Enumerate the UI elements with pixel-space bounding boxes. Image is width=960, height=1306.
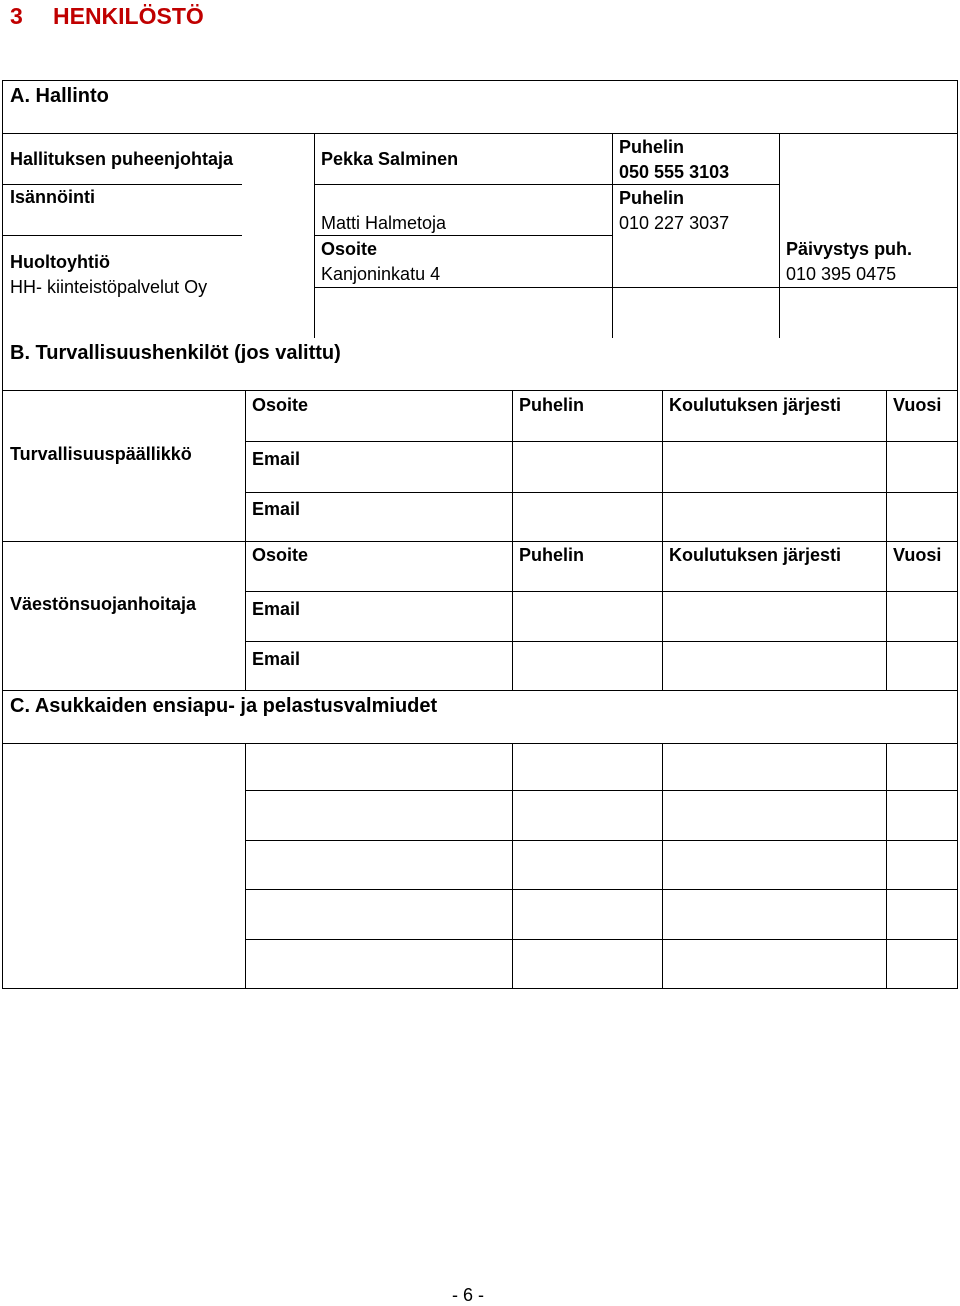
b2-col-address: Osoite	[252, 545, 309, 565]
b1-email-label-2: Email	[252, 499, 301, 519]
page-number: - 6 -	[452, 1285, 485, 1305]
b-rule-3	[2, 541, 958, 542]
section-a-header-rule	[2, 133, 958, 134]
manager-phone: 010 227 3037	[619, 213, 730, 233]
address-value: Kanjoninkatu 4	[321, 264, 441, 284]
c-col-divider-4	[886, 743, 887, 988]
frame-top-border	[2, 80, 958, 81]
b1-col-training: Koulutuksen järjesti	[669, 395, 842, 415]
heading-number: 3	[10, 3, 23, 29]
chair-phone: 050 555 3103	[619, 162, 730, 182]
frame-left-border	[2, 80, 3, 989]
b-rule-5	[245, 641, 958, 642]
b2-email-label-2: Email	[252, 649, 301, 669]
oncall-phone: 010 395 0475	[786, 264, 897, 284]
b-col-divider-3	[662, 390, 663, 690]
section-a-title: A. Hallinto	[10, 85, 109, 107]
b-rule-4	[245, 591, 958, 592]
manager-phone-label: Puhelin	[619, 188, 685, 208]
frame-bottom-border	[2, 988, 958, 989]
b-col-divider-2	[512, 390, 513, 690]
role-security-manager: Turvallisuuspäällikkö	[10, 444, 192, 464]
a-row-rule-3	[315, 287, 957, 288]
chair-label: Hallituksen puheenjohtaja	[10, 149, 234, 169]
b-col-divider-4	[886, 390, 887, 690]
b-col-divider-1	[245, 390, 246, 690]
maintenance-company: HH- kiinteistöpalvelut Oy	[10, 277, 208, 297]
c-col-divider-3	[662, 743, 663, 988]
page-title: HENKILÖSTÖ	[53, 3, 204, 29]
a-row-rule-1-left	[2, 184, 242, 185]
c-rule-2	[245, 840, 958, 841]
c-col-divider-1	[245, 743, 246, 988]
b-rule-2	[245, 492, 958, 493]
manager-label: Isännöinti	[10, 187, 95, 207]
b-rule-1	[245, 441, 958, 442]
c-rule-3	[245, 889, 958, 890]
oncall-label: Päivystys puh.	[786, 239, 913, 259]
b2-col-phone: Puhelin	[519, 545, 585, 565]
a-col-divider-2	[612, 133, 613, 338]
chair-phone-label: Puhelin	[619, 137, 685, 157]
b2-col-training: Koulutuksen järjesti	[669, 545, 842, 565]
a-row-rule-2-mid	[315, 235, 612, 236]
address-label: Osoite	[321, 239, 378, 259]
c-rule-4	[245, 939, 958, 940]
b1-col-address: Osoite	[252, 395, 309, 415]
b1-col-year: Vuosi	[893, 395, 942, 415]
frame-right-border	[957, 80, 958, 989]
b-rule-6	[2, 690, 958, 691]
a-row-rule-1-mid	[315, 184, 779, 185]
b1-col-phone: Puhelin	[519, 395, 585, 415]
b2-col-year: Vuosi	[893, 545, 942, 565]
manager-name: Matti Halmetoja	[321, 213, 447, 233]
c-col-divider-2	[512, 743, 513, 988]
section-c-title: C. Asukkaiden ensiapu- ja pelastusvalmiudet	[10, 695, 438, 717]
section-c-header-rule	[2, 743, 958, 744]
section-b-title: B. Turvallisuushenkilöt (jos valittu)	[10, 342, 341, 364]
b1-email-label-1: Email	[252, 449, 301, 469]
role-shelter-keeper: Väestönsuojanhoitaja	[10, 594, 197, 614]
b2-email-label-1: Email	[252, 599, 301, 619]
a-col-divider-3	[779, 133, 780, 338]
chair-name: Pekka Salminen	[321, 149, 459, 169]
a-col-divider-1	[314, 133, 315, 338]
maintenance-label: Huoltoyhtiö	[10, 252, 110, 272]
a-row-rule-2-left	[2, 235, 242, 236]
section-b-header-rule	[2, 390, 958, 391]
c-rule-1	[245, 790, 958, 791]
